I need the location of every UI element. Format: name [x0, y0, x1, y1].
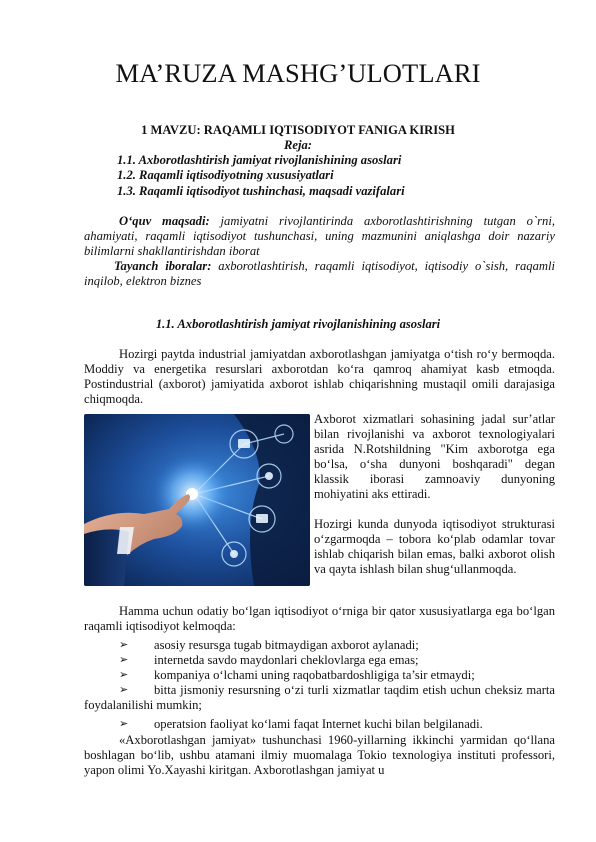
paragraph-5: «Axborotlashgan jamiyat» tushunchasi 1960-yillarning ikkinchi yarmidan qo‘llana boshlagan bo‘lib, ushbu atamani ilmiy muomalaga Tokio texnologiya instituti professori, yapon olimi Yo.Xayashi kiritgan. Axborotlashgan jamiyat u	[84, 733, 555, 777]
digital-technology-photo	[84, 414, 310, 586]
digital-technology-hand-photo-icon	[84, 414, 310, 586]
learning-goal	[84, 214, 555, 259]
arrow-bullet-icon: ➢	[119, 718, 129, 730]
plan-label: Reja:	[284, 138, 312, 152]
keywords	[84, 259, 555, 289]
topic-heading: 1 MAVZU: RAQAMLI IQTISODIYOT FANIGA KIRISH	[141, 123, 455, 137]
keywords-text: axborotlashtirish, raqamli iqtisodiyot, iqtisodiy o`sish, raqamli inqilob, elektron biznes	[84, 259, 555, 288]
list-item: ➢ kompaniya o‘lchami uning raqobatbardoshligiga ta’sir etmaydi;	[119, 668, 475, 682]
list-item: ➢ bitta jismoniy resursning o‘zi turli xizmatlar taqdim etish uchun cheksiz marta foydalanilishi mumkin;	[84, 683, 555, 712]
paragraph-4: Hamma uchun odatiy bo‘lgan iqtisodiyot o‘rniga bir qator xususiyatlarga ega bo‘lgan raqamli iqtisodiyot kelmoqda:	[84, 604, 555, 633]
keywords-label: Tayanch iboralar:	[114, 259, 212, 273]
plan-item-1: 1.1. Axborotlashtirish jamiyat rivojlanishining asoslari	[117, 153, 402, 167]
arrow-bullet-icon: ➢	[119, 669, 129, 681]
page-title: MA’RUZA MASHG’ULOTLARI	[115, 58, 481, 88]
learning-goal-label: O‘quv maqsadi:	[119, 214, 210, 228]
section-heading: 1.1. Axborotlashtirish jamiyat rivojlanishining asoslari	[155, 317, 441, 331]
arrow-bullet-icon: ➢	[119, 654, 129, 666]
plan-item-3: 1.3. Raqamli iqtisodiyot tushinchasi, maqsadi vazifalari	[117, 184, 405, 198]
paragraph-3: Hozirgi kunda dunyoda iqtisodiyot strukturasi o‘zgarmoqda – tobora ko‘plab odamlar tovar ishlab chiqarish bilan emas, balki axborot olish va qayta ishlash bilan shug‘ullanmoqda.	[314, 517, 555, 576]
paragraph-2: Axborot xizmatlari sohasining jadal sur’atlar bilan rivojlanishi va axborot texnologiyalari asrida N.Rotshildning "Kim axborotga ega bo‘lsa, o‘sha dunyoni boshqaradi" degan klassik iborasi zamnoaviy dunyoning mohiyatini aks ettiradi.	[314, 412, 555, 501]
plan-item-2: 1.2. Raqamli iqtisodiyotning xususiyatlari	[117, 168, 334, 182]
learning-goal-text: jamiyatni rivojlantirinda axborotlashtirishning tutgan o`rni, ahamiyati, raqamli iqtisodiyot tushunchasi, uning mazmunini aniqlashga doir nazariy bilimlarni shakllantirishdan iborat	[84, 214, 555, 258]
arrow-bullet-icon: ➢	[119, 639, 129, 651]
list-item: ➢ operatsion faoliyat ko‘lami faqat Internet kuchi bilan belgilanadi.	[119, 717, 483, 731]
list-item: ➢ internetda savdo maydonlari cheklovlarga ega emas;	[119, 653, 419, 667]
arrow-bullet-icon: ➢	[119, 684, 129, 696]
list-item: ➢ asosiy resursga tugab bitmaydigan axborot aylanadi;	[119, 638, 419, 652]
paragraph-1: Hozirgi paytda industrial jamiyatdan axborotlashgan jamiyatga o‘tish ro‘y bermoqda. Moddiy va energetika resurslari axborotdan ko‘ra qamroq ahamiyat kasb etmoqda. Postindustrial (axborot) jamiyatida axborot ishlab chiqarishning mustaqil omili darajasiga chiqmoqda.	[84, 347, 555, 406]
